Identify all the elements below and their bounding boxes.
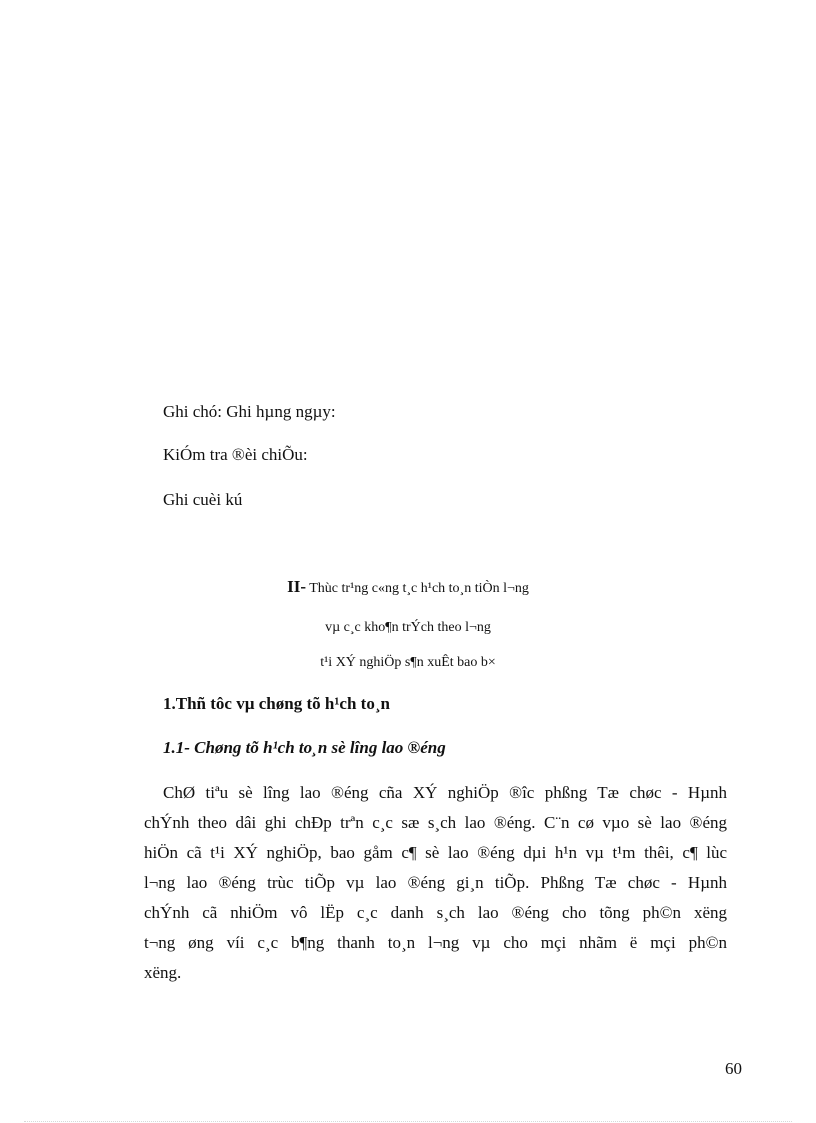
section-number: II- (287, 577, 306, 596)
paragraph-line: t¬ng øng víi c¸c b¶ng thanh to¸n l¬ng vµ cho mçi nhãm ë mçi ph©n (144, 933, 727, 952)
page-number: 60 (725, 1059, 742, 1078)
paragraph-line: hiÖn cã t¹i XÝ nghiÖp, bao gåm c¶ sè lao ®éng dµi h¹n vµ t¹m thêi, c¶ lùc (144, 843, 727, 862)
paragraph-line: xëng. (144, 963, 182, 982)
paragraph-line: l¬ng lao ®éng trùc tiÕp vµ lao ®éng gi¸n tiÕp. Phßng Tæ chøc - Hµnh (144, 873, 727, 892)
paragraph-line: chÝnh cã nhiÖm vô lËp c¸c danh s¸ch lao ®éng cho tõng ph©n xëng (144, 903, 727, 922)
subheading-labor-documents: 1.1- Chøng tõ h¹ch to¸n sè lîng lao ®éng (163, 738, 446, 757)
paragraph-line: ChØ tiªu sè lîng lao ®éng cña XÝ nghiÖp ®îc phßng Tæ chøc - Hµnh (163, 783, 727, 802)
note-daily: Ghi chó: Ghi hµng ngµy: (163, 402, 336, 421)
section-title-text-1: Thùc tr¹ng c«ng t¸c h¹ch to¸n tiÒn l¬ng (309, 581, 529, 596)
heading-procedures: 1.Thñ tôc vµ chøng tõ h¹ch to¸n (163, 694, 390, 713)
note-period-end: Ghi cuèi kú (163, 490, 243, 509)
paragraph-line: chÝnh theo dâi ghi chÐp trªn c¸c sæ s¸ch lao ®éng. C¨n cø vµo sè lao ®éng (144, 813, 727, 832)
section-title-line-2: vµ c¸c kho¶n trÝch theo l¬ng (325, 620, 491, 635)
page-bottom-divider (24, 1121, 792, 1122)
note-cross-check: KiÓm tra ®èi chiÕu: (163, 445, 308, 464)
section-title-line-1 (0, 577, 816, 597)
section-title-line-3: t¹i XÝ nghiÖp s¶n xuÊt bao b× (320, 655, 496, 670)
